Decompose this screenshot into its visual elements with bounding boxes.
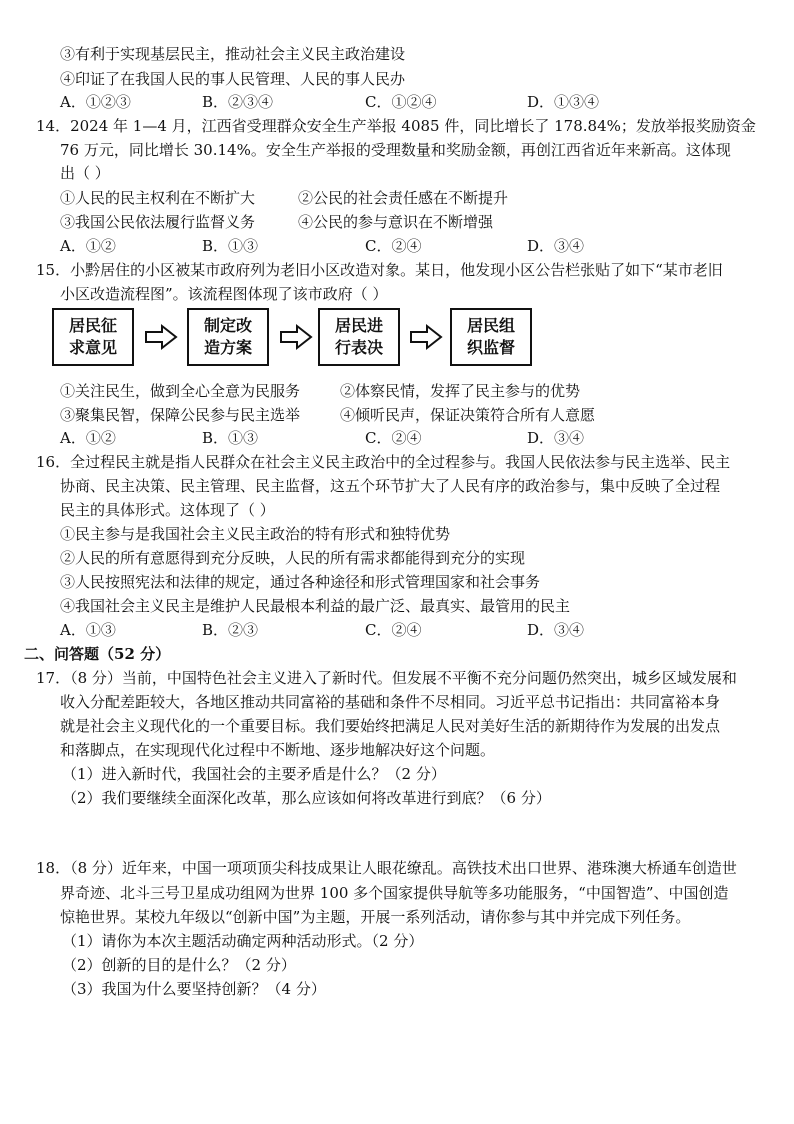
q18-subquestion-3: （3）我国为什么要坚持创新？（4 分） — [62, 980, 326, 998]
q16-option-b[interactable]: B．②③ — [202, 621, 259, 639]
q15-statement-2: ②体察民情，发挥了民主参与的优势 — [340, 382, 581, 400]
flow-step-1 — [52, 308, 134, 366]
flow-step-2-line-1: 制定改 — [203, 316, 252, 335]
q14-option-b[interactable]: B．①③ — [202, 237, 259, 255]
q18-subquestion-2: （2）创新的目的是什么？（2 分） — [62, 956, 296, 974]
q14-statement-3: ③我国公民依法履行监督义务 — [60, 213, 256, 231]
q14-option-c[interactable]: C．②④ — [365, 237, 422, 255]
q15-option-c[interactable]: C．②④ — [365, 429, 422, 447]
q14-statement-2: ②公民的社会责任感在不断提升 — [298, 189, 509, 207]
flow-arrow-3-icon — [409, 323, 443, 351]
q14-stem-line-3: 出（ ） — [60, 164, 110, 182]
flow-step-4 — [450, 308, 532, 366]
flow-arrow-2-icon — [279, 323, 313, 351]
flow-step-3 — [318, 308, 400, 366]
renovation-flowchart — [52, 308, 572, 370]
q18-stem-line-3: 惊艳世界。某校九年级以“创新中国”为主题，开展一系列活动，请你参与其中并完成下列任务。 — [60, 908, 691, 926]
q16-option-c[interactable]: C．②④ — [365, 621, 422, 639]
q16-statement-3: ③人民按照宪法和法律的规定，通过各种途径和形式管理国家和社会事务 — [60, 573, 541, 591]
q17-subquestion-2: （2）我们要继续全面深化改革，那么应该如何将改革进行到底？（6 分） — [62, 789, 551, 807]
q14-options — [60, 235, 780, 257]
flow-step-2 — [187, 308, 269, 366]
q14-statement-4: ④公民的参与意识在不断增强 — [298, 213, 494, 231]
flow-step-1-line-2: 求意见 — [68, 338, 117, 357]
q16-option-a[interactable]: A．①③ — [60, 621, 116, 639]
q14-stem-line-1: 14．2024 年 1—4 月，江西省受理群众安全生产举报 4085 件，同比增长了 178.84%；发放举报奖励资金 — [36, 117, 756, 135]
section-2-heading: 二、问答题（52 分） — [24, 645, 171, 663]
q16-stem-line-1: 16．全过程民主就是指人民群众在社会主义民主政治中的全过程参与。我国人民依法参与民主选举、民主 — [36, 453, 731, 471]
flow-arrow-1-icon — [144, 323, 178, 351]
q16-option-d[interactable]: D．③④ — [527, 621, 585, 639]
flow-step-1-line-1: 居民征 — [68, 316, 117, 335]
q15-statement-4: ④倾听民声，保证决策符合所有人意愿 — [340, 406, 596, 424]
q16-statement-4: ④我国社会主义民主是维护人民最根本利益的最广泛、最真实、最管用的民主 — [60, 597, 571, 615]
q14-option-d[interactable]: D．③④ — [527, 237, 585, 255]
q16-statement-2: ②人民的所有意愿得到充分反映，人民的所有需求都能得到充分的实现 — [60, 549, 526, 567]
q16-statement-1: ①民主参与是我国社会主义民主政治的特有形式和独特优势 — [60, 525, 451, 543]
q17-stem-line-1: 17．（8 分）当前，中国特色社会主义进入了新时代。但发展不平衡不充分问题仍然突出，城乡区域发展和 — [36, 669, 737, 687]
q17-stem-line-3: 就是社会主义现代化的一个重要目标。我们要始终把满足人民对美好生活的新期待作为发展的出发点 — [60, 717, 721, 735]
q18-subquestion-1: （1）请你为本次主题活动确定两种活动形式。（2 分） — [62, 932, 424, 950]
q18-stem-line-1: 18．（8 分）近年来，中国一项项顶尖科技成果让人眼花缭乱。高铁技术出口世界、港珠澳大桥通车创造世 — [36, 859, 737, 877]
flow-step-3-line-1: 居民进 — [334, 316, 383, 335]
q14-statement-1: ①人民的民主权利在不断扩大 — [60, 189, 256, 207]
q16-stem-line-3: 民主的具体形式。这体现了（ ） — [60, 501, 275, 519]
q18-stem-line-2: 界奇迹、北斗三号卫星成功组网为世界 100 多个国家提供导航等多功能服务，“中国智造”、中国创造 — [60, 884, 729, 902]
flow-step-3-line-2: 行表决 — [334, 338, 383, 357]
q13-statement-4: ④印证了在我国人民的事人民管理、人民的事人民办 — [60, 70, 406, 88]
q15-statement-1: ①关注民生，做到全心全意为民服务 — [60, 382, 301, 400]
q17-stem-line-2: 收入分配差距较大，各地区推动共同富裕的基础和条件不尽相同。习近平总书记指出：共同富裕本身 — [60, 693, 721, 711]
flow-step-4-line-1: 居民组 — [466, 316, 515, 335]
q14-option-a[interactable]: A．①② — [60, 237, 116, 255]
q15-option-a[interactable]: A．①② — [60, 429, 116, 447]
q15-statement-3: ③聚集民智，保障公民参与民主选举 — [60, 406, 301, 424]
q15-stem-line-1: 15．小黔居住的小区被某市政府列为老旧小区改造对象。某日，他发现小区公告栏张贴了如下“某市老旧 — [36, 261, 723, 279]
q15-stem-line-2: 小区改造流程图”。该流程图体现了该市政府（ ） — [60, 285, 388, 303]
flow-step-2-line-2: 造方案 — [203, 338, 252, 357]
q16-options — [60, 619, 780, 641]
q17-stem-line-4: 和落脚点，在实现现代化过程中不断地、逐步地解决好这个问题。 — [60, 741, 496, 759]
q13-option-a[interactable]: A．①②③ — [60, 93, 131, 111]
q13-option-c[interactable]: C．①②④ — [365, 93, 437, 111]
q17-subquestion-1: （1）进入新时代，我国社会的主要矛盾是什么？（2 分） — [62, 765, 446, 783]
q14-stem-line-2: 76 万元，同比增长 30.14%。安全生产举报的受理数量和奖励金额，再创江西省近年来新高。这体现 — [60, 141, 731, 159]
q13-statement-3: ③有利于实现基层民主，推动社会主义民主政治建设 — [60, 45, 406, 63]
q16-stem-line-2: 协商、民主决策、民主管理、民主监督，这五个环节扩大了人民有序的政治参与，集中反映了全过程 — [60, 477, 721, 495]
q13-options — [60, 91, 780, 113]
q13-option-d[interactable]: D．①③④ — [527, 93, 600, 111]
flow-step-4-line-2: 织监督 — [466, 338, 515, 357]
q15-options — [60, 427, 780, 449]
q15-option-d[interactable]: D．③④ — [527, 429, 585, 447]
q15-option-b[interactable]: B．①③ — [202, 429, 259, 447]
q13-option-b[interactable]: B．②③④ — [202, 93, 274, 111]
